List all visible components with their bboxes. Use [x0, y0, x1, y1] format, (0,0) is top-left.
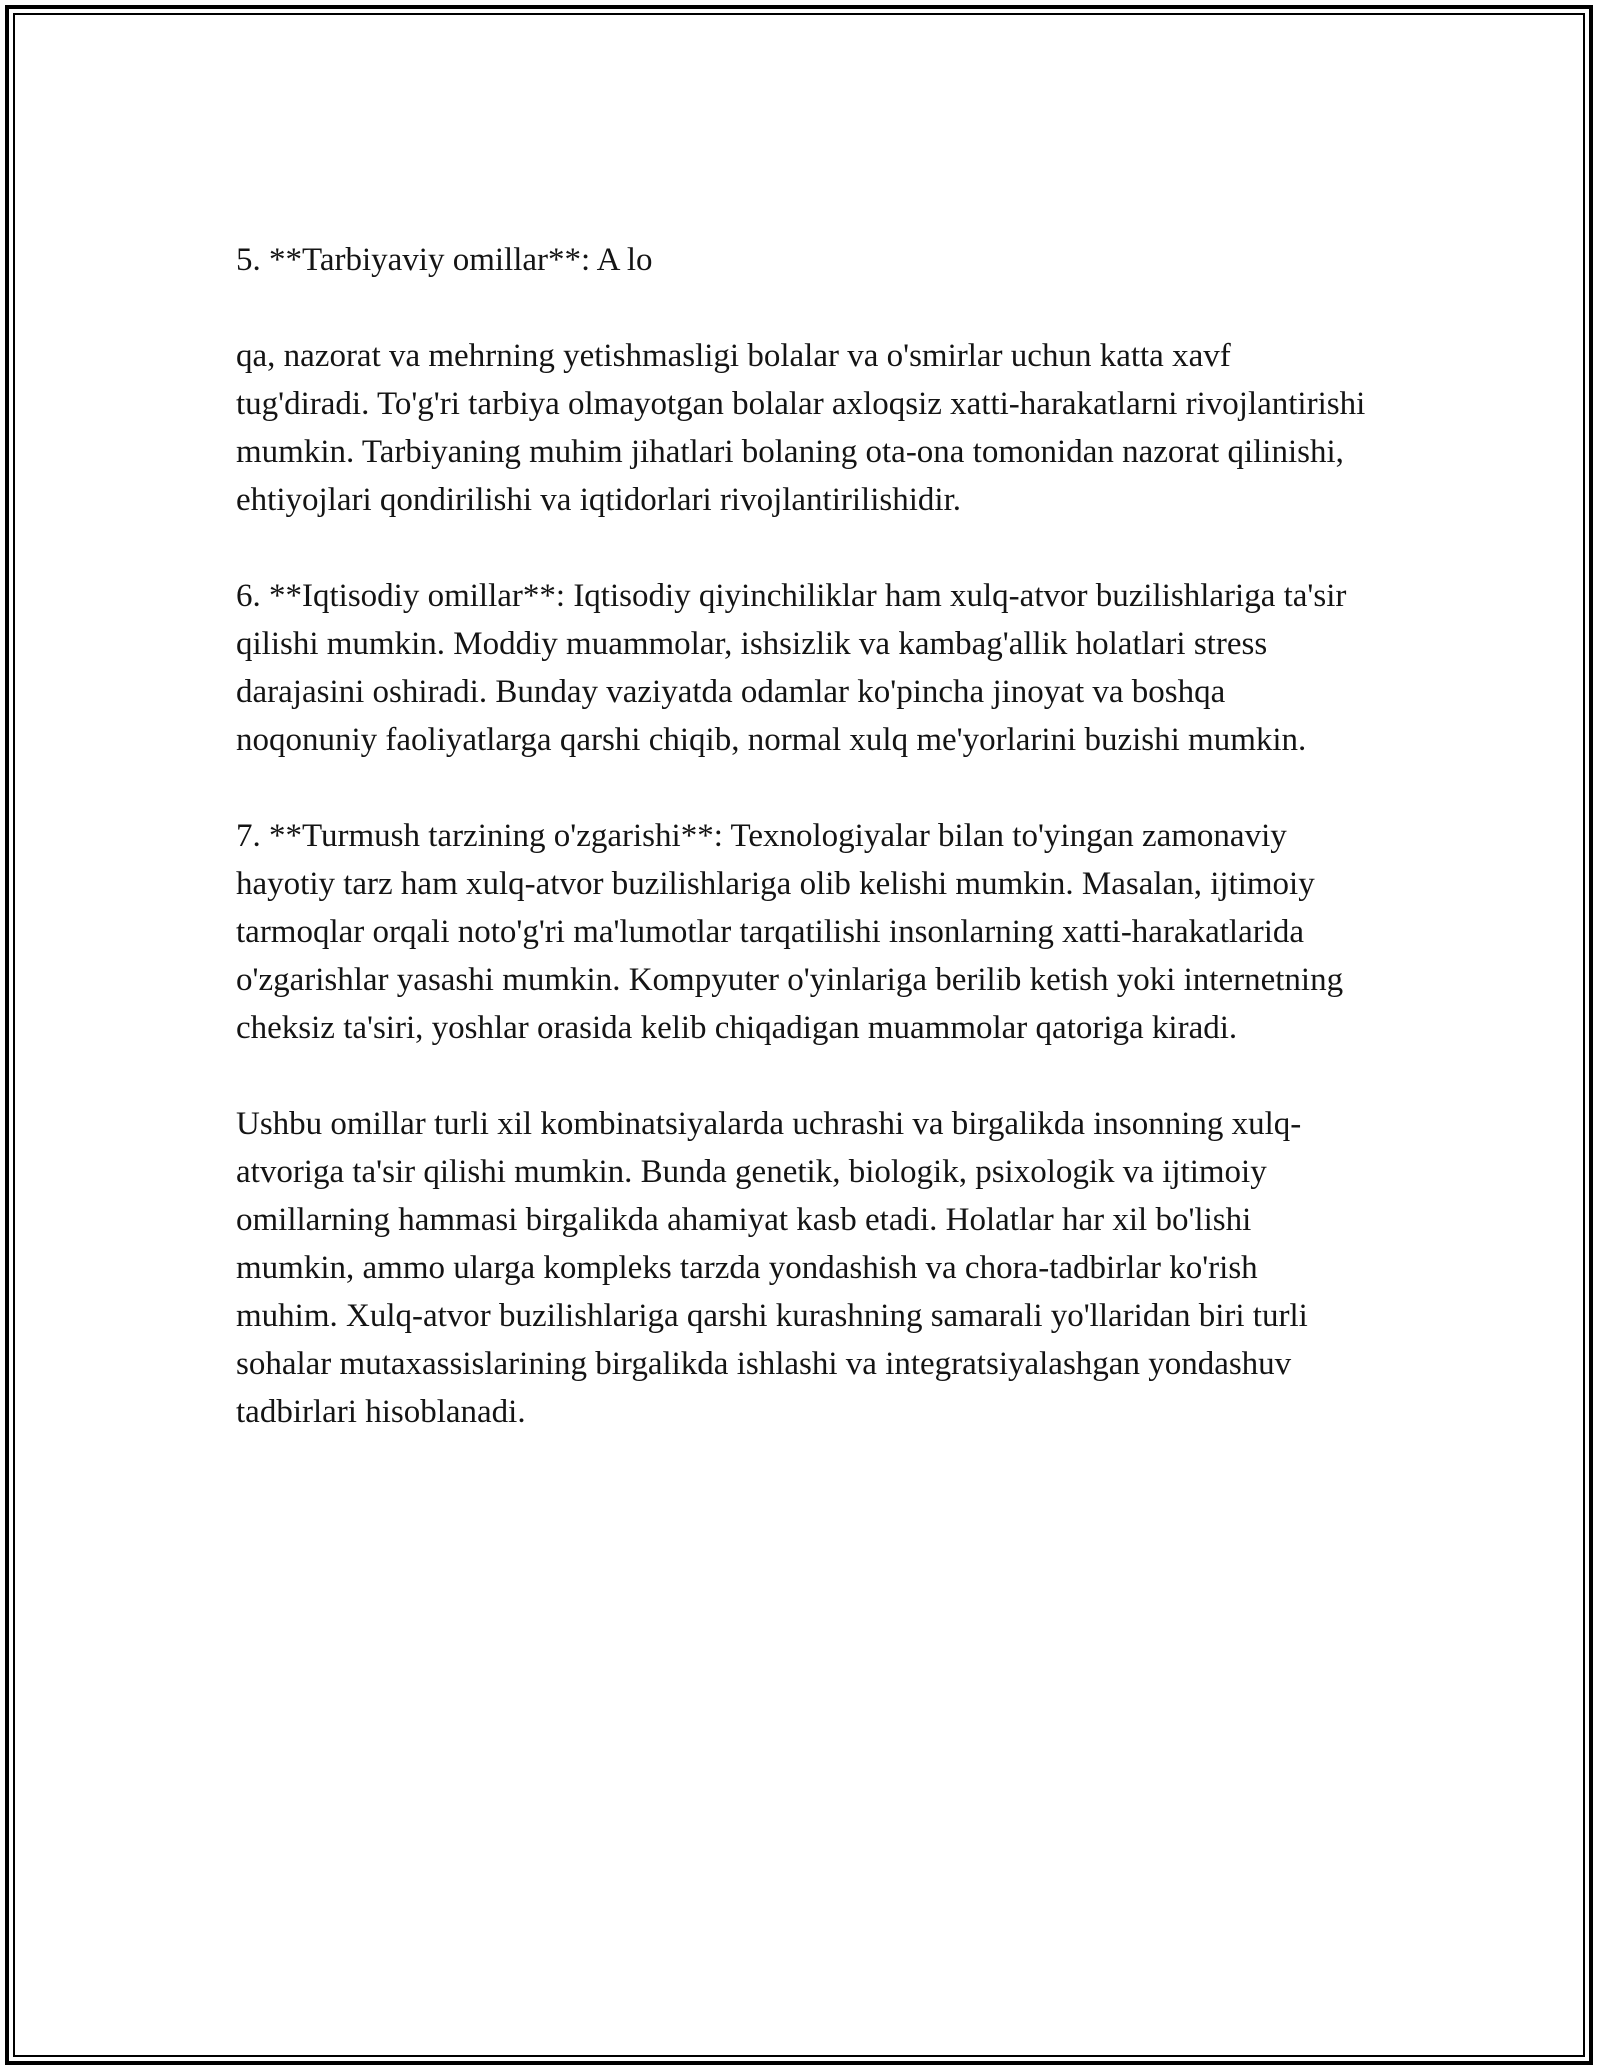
paragraph-conclusion: Ushbu omillar turli xil kombinatsiyalarda uchrashi va birgalikda insonning xulq-atvoriga ta'sir qilishi mumkin. Bunda genetik, biologik, psixologik va ijtimoiy omillarning hammasi birgalikda ahamiyat kasb etadi. Holatlar har xil bo'lishi mumkin, ammo ularga kompleks tarzda yondashish va chora-tadbirlar ko'rish muhim. Xulq-atvor buzilishlariga qarshi kurashning samarali yo'llaridan biri turli sohalar mutaxassislarining birgalikda ishlashi va integratsiyalashgan yondashuv tadbirlari hisoblanadi. [236, 1106, 1308, 1430]
document-body [236, 236, 1366, 1436]
paragraph-iqtisodiy: 6. **Iqtisodiy omillar**: Iqtisodiy qiyinchiliklar ham xulq-atvor buzilishlariga ta'sir qilishi mumkin. Moddiy muammolar, ishsizlik va kambag'allik holatlari stress darajasini oshiradi. Bunday vaziyatda odamlar ko'pincha jinoyat va boshqa noqonuniy faoliyatlarga qarshi chiqib, normal xulq me'yorlarini buzishi mumkin. [236, 578, 1347, 758]
paragraph-tarbiyaviy: qa, nazorat va mehrning yetishmasligi bolalar va o'smirlar uchun katta xavf tug'diradi. To'g'ri tarbiya olmayotgan bolalar axloqsiz xatti-harakatlarni rivojlantirishi mumkin. Tarbiyaning muhim jihatlari bolaning ota-ona tomonidan nazorat qilinishi, ehtiyojlari qondirilishi va iqtidorlari rivojlantirilishidir. [236, 338, 1366, 518]
paragraph-turmush-tarzi: 7. **Turmush tarzining o'zgarishi**: Texnologiyalar bilan to'yingan zamonaviy hayotiy tarz ham xulq-atvor buzilishlariga olib kelishi mumkin. Masalan, ijtimoiy tarmoqlar orqali noto'g'ri ma'lumotlar tarqatilishi insonlarning xatti-harakatlarida o'zgarishlar yasashi mumkin. Kompyuter o'yinlariga berilib ketish yoki internetning cheksiz ta'siri, yoshlar orasida kelib chiqadigan muammolar qatoriga kiradi. [236, 818, 1344, 1046]
paragraph-heading-5: 5. **Tarbiyaviy omillar**: A lo [236, 242, 653, 278]
